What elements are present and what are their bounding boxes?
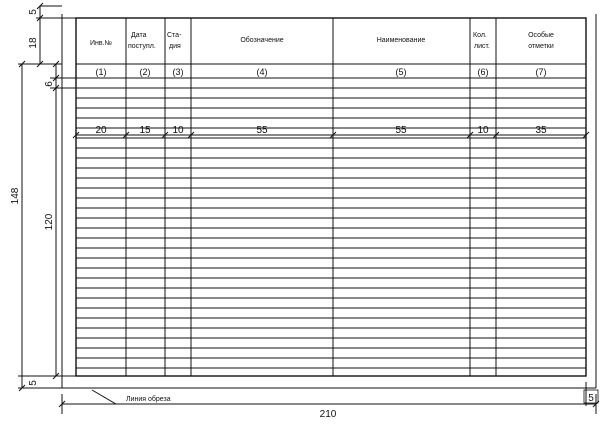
column-width-3: 10 <box>172 125 184 136</box>
dim-header-height: 18 <box>28 37 39 49</box>
column-width-2: 15 <box>139 125 151 136</box>
header-inv-no: Инв.№ <box>89 40 113 47</box>
column-number-4: (4) <box>256 67 268 77</box>
dim-right-margin: 5 <box>588 393 594 404</box>
column-number-1: (1) <box>95 67 107 77</box>
dim-table-height: 120 <box>44 213 55 231</box>
column-number-3: (3) <box>172 67 184 77</box>
column-number-6: (6) <box>477 67 489 77</box>
header-notes-2: отметки <box>528 43 554 50</box>
table-rows <box>76 78 586 368</box>
header-name: Наименование <box>376 37 426 44</box>
header-qty-2: лист. <box>474 43 490 50</box>
header-date-2: поступл. <box>128 43 156 50</box>
cut-line-label: Линия обреза <box>126 396 171 403</box>
dim-total-height: 148 <box>10 187 21 205</box>
header-date-1: Дата <box>131 32 147 39</box>
dim-top-margin: 5 <box>28 9 39 15</box>
column-width-7: 35 <box>535 125 547 136</box>
header-stage-1: Ста- <box>167 32 182 39</box>
column-number-7: (7) <box>535 67 547 77</box>
table-frame <box>76 18 586 376</box>
column-number-5: (5) <box>395 67 407 77</box>
column-width-6: 10 <box>477 125 489 136</box>
column-number-2: (2) <box>139 67 151 77</box>
dim-bottom-margin: 5 <box>28 380 39 386</box>
header-qty-1: Кол. <box>473 32 487 39</box>
header-stage-2: дия <box>169 43 181 50</box>
header-notes-1: Особые <box>528 32 554 39</box>
column-width-4: 55 <box>256 125 268 136</box>
column-width-1: 20 <box>95 125 107 136</box>
column-width-5: 55 <box>395 125 407 136</box>
dim-total-width: 210 <box>319 409 337 420</box>
dim-row-height: 6 <box>44 81 55 87</box>
header-designation: Обозначение <box>240 37 284 44</box>
